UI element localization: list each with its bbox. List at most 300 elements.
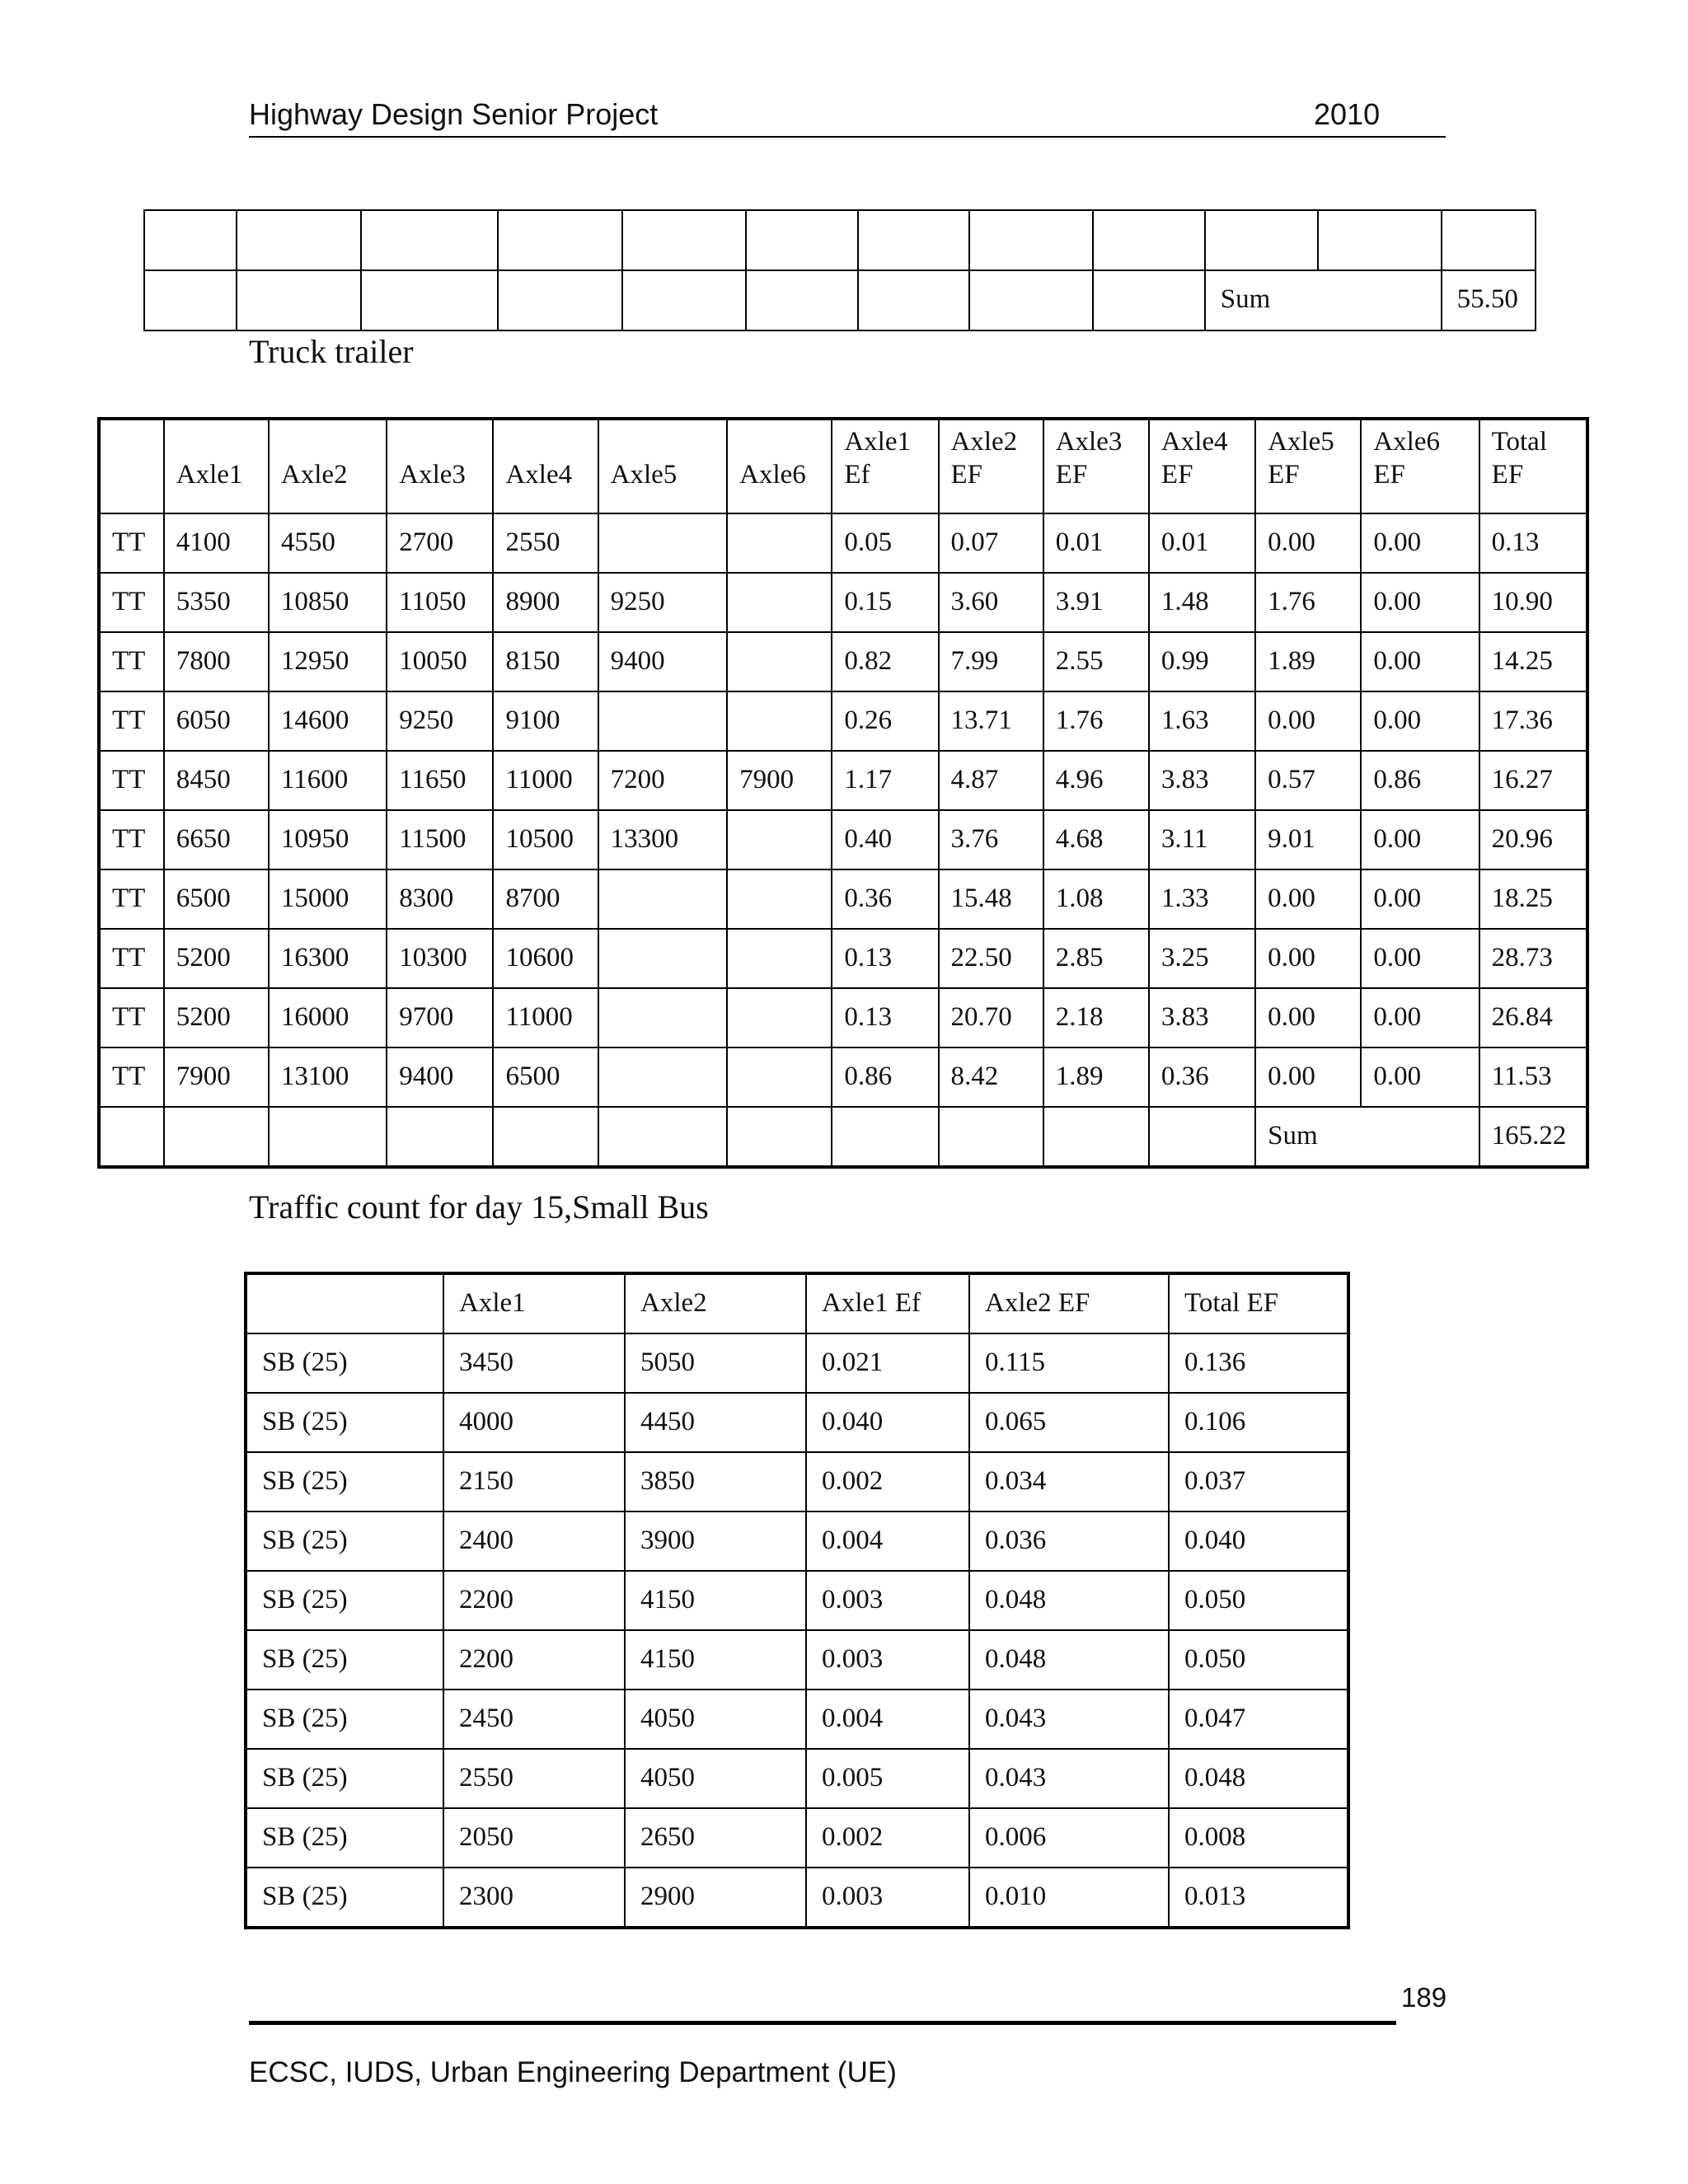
table-cell-text: 0.13	[1491, 527, 1540, 557]
table-cell	[806, 1393, 969, 1452]
table-cell-text: 0.26	[844, 705, 893, 735]
table-cell-text: 22.50	[950, 943, 1012, 972]
header-line: Axle2	[280, 460, 348, 490]
table-cell-text: 2650	[640, 1822, 695, 1852]
table-cell-text: 8.42	[950, 1062, 999, 1091]
table-cell	[1149, 810, 1255, 869]
table-cell	[269, 632, 387, 691]
table-cell	[1043, 929, 1149, 988]
table-cell-text: 1.76	[1055, 705, 1104, 735]
table-cell	[832, 869, 938, 929]
table-cell	[969, 1511, 1169, 1571]
table-cell	[269, 988, 387, 1047]
table-cell	[1043, 1047, 1149, 1107]
table-cell	[99, 1047, 164, 1107]
column-header-text	[951, 420, 1043, 491]
table-cell-text: TT	[112, 646, 146, 676]
table-cell-text: TT	[112, 1062, 146, 1091]
table-cell	[969, 210, 1093, 270]
table-cell-text: 13.71	[950, 705, 1012, 735]
table-row	[144, 270, 1536, 330]
table-cell	[625, 1868, 806, 1928]
table-cell	[1479, 513, 1587, 573]
table-cell-text: 2200	[459, 1585, 513, 1615]
table-cell-text: 0.36	[1160, 1062, 1209, 1091]
table-cell	[832, 810, 938, 869]
previous-table-continuation	[143, 209, 1536, 331]
table-cell-text: 0.00	[1268, 1002, 1315, 1032]
table-cell	[246, 1393, 443, 1452]
table-cell	[99, 810, 164, 869]
table-cell-text: 0.86	[1373, 765, 1422, 794]
table-cell-text: 16.27	[1491, 765, 1553, 794]
table-cell-text: 4.96	[1055, 765, 1104, 794]
table-cell-text: 0.40	[844, 824, 893, 854]
table-cell-text: 0.043	[985, 1704, 1047, 1733]
table-cell	[1169, 1571, 1348, 1630]
table-cell-text: 11000	[505, 765, 573, 794]
table-cell	[1043, 632, 1149, 691]
table-cell	[144, 270, 237, 330]
table-cell	[1479, 691, 1587, 751]
table-cell	[727, 929, 832, 988]
table-cell	[387, 691, 493, 751]
table-cell-text: 0.00	[1373, 824, 1422, 854]
table-cell	[1361, 573, 1479, 632]
table-cell	[1169, 1333, 1348, 1393]
table-cell-text: 12950	[280, 646, 349, 676]
table-cell-text: 0.003	[822, 1585, 884, 1615]
sum-label-cell	[1255, 1107, 1479, 1167]
table-cell	[164, 632, 269, 691]
table-cell	[598, 513, 727, 573]
table-cell	[969, 270, 1093, 330]
table-cell	[625, 1749, 806, 1808]
table-cell	[1318, 210, 1441, 270]
table-cell-text: 9400	[399, 1062, 454, 1091]
table-cell	[164, 988, 269, 1047]
column-header-text	[1268, 420, 1360, 491]
table-cell-text: 0.047	[1184, 1704, 1246, 1733]
table-cell-text: 0.040	[1184, 1526, 1246, 1555]
table-cell	[1169, 1393, 1348, 1452]
header-line: Axle1	[844, 427, 911, 457]
table-cell	[1169, 1749, 1348, 1808]
header-line: Axle4	[1160, 427, 1228, 457]
table-cell-text: 1.17	[844, 765, 893, 794]
table-header-row	[246, 1273, 1348, 1333]
table-row	[246, 1511, 1348, 1571]
table-cell-text: 4050	[640, 1704, 695, 1733]
table-cell	[164, 810, 269, 869]
table-cell-text: 9700	[399, 1002, 454, 1032]
table-cell-text: 15.48	[950, 883, 1012, 913]
table-cell-text: 10600	[505, 943, 574, 972]
table-cell	[164, 691, 269, 751]
table-cell	[246, 1868, 443, 1928]
table-cell	[387, 751, 493, 810]
table-cell	[969, 1808, 1169, 1868]
table-cell	[727, 573, 832, 632]
table-cell	[443, 1749, 625, 1808]
table-row	[246, 1333, 1348, 1393]
header-line: EF	[1491, 460, 1524, 490]
table-cell-text: 0.00	[1268, 527, 1315, 557]
table-cell-text: 8450	[176, 765, 231, 794]
table-cell-text: 17.36	[1491, 705, 1553, 735]
table-cell-text: 0.115	[985, 1347, 1046, 1377]
column-header-text	[1161, 420, 1254, 491]
table-cell	[1361, 1047, 1479, 1107]
table-cell-text: 10500	[505, 824, 574, 854]
table-cell	[1149, 632, 1255, 691]
table-cell-text: 9250	[610, 587, 665, 616]
page-number: 189	[1401, 1982, 1447, 2013]
table-cell	[1479, 751, 1587, 810]
column-header	[99, 419, 164, 513]
sum-label-cell-text: Sum	[1268, 1121, 1318, 1151]
header-line: Axle4	[505, 460, 573, 490]
table-cell	[246, 1452, 443, 1511]
table-cell-text: 3900	[640, 1526, 695, 1555]
table-row	[246, 1571, 1348, 1630]
table-cell-text: TT	[112, 824, 146, 854]
table-row	[246, 1749, 1348, 1808]
table-row	[99, 691, 1587, 751]
table-cell	[969, 1630, 1169, 1690]
table-cell	[246, 1333, 443, 1393]
table-cell-text: TT	[112, 587, 146, 616]
table-cell-text: SB (25)	[262, 1526, 348, 1555]
table-cell	[164, 869, 269, 929]
table-cell-text: 8150	[505, 646, 560, 676]
table-cell	[746, 210, 857, 270]
table-cell-text: 7800	[176, 646, 231, 676]
table-row	[144, 210, 1536, 270]
small-bus-caption: Traffic count for day 15,Small Bus	[249, 1188, 709, 1226]
table-cell-text: 5200	[176, 1002, 231, 1032]
table-cell-text: 0.040	[822, 1407, 884, 1436]
column-header	[727, 419, 832, 513]
table-cell-text: 9400	[610, 646, 665, 676]
table-cell-text: 0.36	[844, 883, 893, 913]
table-cell-text: 1.89	[1055, 1062, 1104, 1091]
table-cell	[443, 1393, 625, 1452]
table-cell-text: 14600	[280, 705, 349, 735]
header-line: Axle5	[1268, 427, 1334, 457]
table-cell-text: 10850	[280, 587, 349, 616]
table-cell-text: 1.33	[1160, 883, 1209, 913]
table-cell	[246, 1749, 443, 1808]
table-cell-text: TT	[112, 705, 146, 735]
table-cell-text: TT	[112, 527, 146, 557]
table-cell-text: 2700	[399, 527, 454, 557]
table-cell-text: 4150	[640, 1585, 695, 1615]
table-cell-text: 0.136	[1184, 1347, 1246, 1377]
table-cell	[387, 929, 493, 988]
table-cell	[1149, 691, 1255, 751]
table-cell-text: 2900	[640, 1882, 695, 1911]
table-cell	[1169, 1511, 1348, 1571]
table-cell	[1479, 869, 1587, 929]
table-cell-text: 2.18	[1055, 1002, 1104, 1032]
table-cell	[806, 1630, 969, 1690]
table-cell	[269, 1047, 387, 1107]
table-cell	[1361, 869, 1479, 929]
table-cell	[99, 632, 164, 691]
page-header-title: Highway Design Senior Project	[249, 97, 659, 131]
table-cell	[99, 573, 164, 632]
table-cell-text: 0.008	[1184, 1822, 1246, 1852]
table-cell	[746, 270, 857, 330]
table-cell-text: 20.70	[950, 1002, 1012, 1032]
table-cell	[727, 1047, 832, 1107]
table-cell	[598, 1107, 727, 1167]
column-header	[246, 1273, 443, 1333]
column-header	[598, 419, 727, 513]
sum-label-cell	[1205, 270, 1442, 330]
table-cell-text: 8900	[505, 587, 560, 616]
table-cell	[858, 270, 969, 330]
table-cell-text: 0.01	[1160, 527, 1209, 557]
table-cell-text: 3.25	[1160, 943, 1209, 972]
table-cell	[727, 1107, 832, 1167]
table-cell	[1149, 1107, 1255, 1167]
column-header	[1149, 419, 1255, 513]
header-line: Ef	[844, 460, 870, 490]
table-cell	[1255, 632, 1361, 691]
table-cell	[164, 751, 269, 810]
table-row	[246, 1393, 1348, 1452]
table-cell-text: 0.15	[844, 587, 893, 616]
column-header	[1479, 419, 1587, 513]
table-cell	[246, 1630, 443, 1690]
table-cell	[832, 988, 938, 1047]
table-cell-text: 0.006	[985, 1822, 1047, 1852]
column-header-text	[844, 420, 937, 491]
table-cell	[1361, 929, 1479, 988]
table-cell	[164, 1047, 269, 1107]
table-cell-text: 0.005	[822, 1763, 884, 1793]
table-cell	[1361, 988, 1479, 1047]
table-cell	[832, 513, 938, 573]
column-header-text: Total EF	[1184, 1288, 1279, 1318]
header-line: EF	[950, 460, 983, 490]
table-cell	[443, 1333, 625, 1393]
table-cell	[1043, 988, 1149, 1047]
table-cell-text	[611, 692, 726, 704]
table-cell	[1169, 1808, 1348, 1868]
table-cell-text: 2.85	[1055, 943, 1104, 972]
table-cell	[246, 1690, 443, 1749]
table-cell-text: 16300	[280, 943, 349, 972]
table-cell	[246, 1571, 443, 1630]
table-cell	[1043, 751, 1149, 810]
table-cell-text: 10300	[399, 943, 467, 972]
table-cell	[598, 691, 727, 751]
header-line: Axle3	[1055, 427, 1123, 457]
table-row	[99, 869, 1587, 929]
table-cell	[164, 929, 269, 988]
table-cell-text: 6050	[176, 705, 231, 735]
table-cell	[1361, 751, 1479, 810]
table-cell-text: 0.57	[1268, 765, 1315, 794]
column-header-text	[739, 420, 831, 491]
table-cell	[727, 513, 832, 573]
table-row	[99, 513, 1587, 573]
column-header-text: Axle1 Ef	[822, 1288, 921, 1318]
table-cell-text: SB (25)	[262, 1704, 348, 1733]
table-cell	[493, 1107, 598, 1167]
table-cell	[598, 988, 727, 1047]
table-cell	[1255, 573, 1361, 632]
table-cell	[493, 929, 598, 988]
table-cell	[443, 1452, 625, 1511]
table-cell-text: 11650	[399, 765, 467, 794]
table-cell	[969, 1393, 1169, 1452]
table-cell	[1169, 1630, 1348, 1690]
table-cell	[1043, 810, 1149, 869]
footer-text: ECSC, IUDS, Urban Engineering Department (UE)	[249, 2056, 897, 2088]
table-cell-text	[739, 692, 831, 704]
table-cell	[361, 270, 498, 330]
table-cell-text: 11000	[505, 1002, 573, 1032]
table-cell-text: 4150	[640, 1644, 695, 1674]
footer-divider	[249, 2021, 1396, 2025]
table-cell	[493, 513, 598, 573]
column-header-text	[176, 420, 268, 491]
table-cell	[806, 1690, 969, 1749]
table-cell	[1255, 513, 1361, 573]
table-cell-text: SB (25)	[262, 1763, 348, 1793]
header-line: Axle6	[739, 460, 806, 490]
table-cell	[269, 513, 387, 573]
table-cell	[493, 632, 598, 691]
table-cell-text: SB (25)	[262, 1407, 348, 1436]
table-cell-text: 0.002	[822, 1466, 884, 1496]
table-cell	[361, 210, 498, 270]
table-cell-text: 0.00	[1268, 943, 1315, 972]
table-cell-text	[739, 514, 831, 526]
header-line: EF	[1373, 460, 1405, 490]
table-cell	[443, 1690, 625, 1749]
table-cell	[443, 1868, 625, 1928]
table-cell-text: 11500	[399, 824, 467, 854]
table-cell-text	[739, 930, 831, 941]
table-row	[99, 929, 1587, 988]
table-cell	[598, 810, 727, 869]
table-cell-text: 15000	[280, 883, 349, 913]
table-cell	[939, 632, 1043, 691]
table-cell	[727, 691, 832, 751]
header-line: EF	[1160, 460, 1193, 490]
table-cell-text: 10.90	[1491, 587, 1553, 616]
table-cell	[1361, 810, 1479, 869]
column-header	[443, 1273, 625, 1333]
table-cell-text: TT	[112, 943, 146, 972]
table-cell	[598, 751, 727, 810]
table-cell-text: 3.83	[1160, 765, 1209, 794]
header-line: Axle6	[1373, 427, 1440, 457]
table-cell	[493, 573, 598, 632]
table-cell-text: 9.01	[1268, 824, 1315, 854]
table-cell	[1479, 573, 1587, 632]
sum-value-cell-text: 165.22	[1491, 1121, 1567, 1151]
table-cell-text: 26.84	[1491, 1002, 1553, 1032]
column-header	[806, 1273, 969, 1333]
table-cell	[1149, 751, 1255, 810]
table-cell	[939, 751, 1043, 810]
table-cell	[443, 1808, 625, 1868]
column-header-text	[281, 420, 386, 491]
table-cell-text: 8300	[399, 883, 454, 913]
table-cell-text: 0.00	[1373, 587, 1422, 616]
table-cell-text: 4.68	[1055, 824, 1104, 854]
table-cell	[269, 929, 387, 988]
table-cell	[1169, 1690, 1348, 1749]
table-cell-text: 0.00	[1373, 1002, 1422, 1032]
column-header-text	[611, 420, 726, 491]
column-header-text	[1056, 420, 1148, 491]
table-cell-text: 3850	[640, 1466, 695, 1496]
truck-trailer-table	[97, 417, 1589, 1169]
table-cell	[1093, 210, 1204, 270]
table-cell-text: 13300	[610, 824, 679, 854]
header-line: EF	[1055, 460, 1088, 490]
table-row	[99, 1047, 1587, 1107]
table-cell	[1479, 1047, 1587, 1107]
table-cell	[939, 691, 1043, 751]
table-cell	[939, 573, 1043, 632]
table-cell	[269, 691, 387, 751]
table-cell	[939, 810, 1043, 869]
table-cell	[622, 210, 746, 270]
table-cell	[99, 1107, 164, 1167]
table-cell	[625, 1630, 806, 1690]
table-cell-text: 9250	[399, 705, 454, 735]
table-cell	[387, 513, 493, 573]
table-cell	[164, 573, 269, 632]
table-cell	[969, 1452, 1169, 1511]
table-cell-text: 7900	[176, 1062, 231, 1091]
sum-value: 55.50	[1456, 284, 1518, 314]
table-cell-text: 1.89	[1268, 646, 1315, 676]
table-cell-text: SB (25)	[262, 1882, 348, 1911]
table-row	[99, 573, 1587, 632]
table-cell	[164, 513, 269, 573]
table-cell	[164, 1107, 269, 1167]
table-cell-text: 2400	[459, 1526, 513, 1555]
table-cell	[493, 691, 598, 751]
table-cell-text: 3.83	[1160, 1002, 1209, 1032]
table-cell	[1255, 691, 1361, 751]
table-cell	[727, 751, 832, 810]
table-cell-text: SB (25)	[262, 1822, 348, 1852]
table-cell	[1043, 513, 1149, 573]
table-cell-text: 10050	[399, 646, 467, 676]
table-cell-text: 0.036	[985, 1526, 1047, 1555]
table-cell	[1361, 632, 1479, 691]
table-cell-text	[739, 870, 831, 882]
column-header	[164, 419, 269, 513]
table-cell-text: 14.25	[1491, 646, 1553, 676]
table-cell	[969, 1868, 1169, 1928]
table-cell-text: 4050	[640, 1763, 695, 1793]
table-cell-text: 0.00	[1373, 883, 1422, 913]
table-cell-text: 3.11	[1160, 824, 1208, 854]
table-cell	[1255, 869, 1361, 929]
header-divider	[249, 136, 1446, 138]
